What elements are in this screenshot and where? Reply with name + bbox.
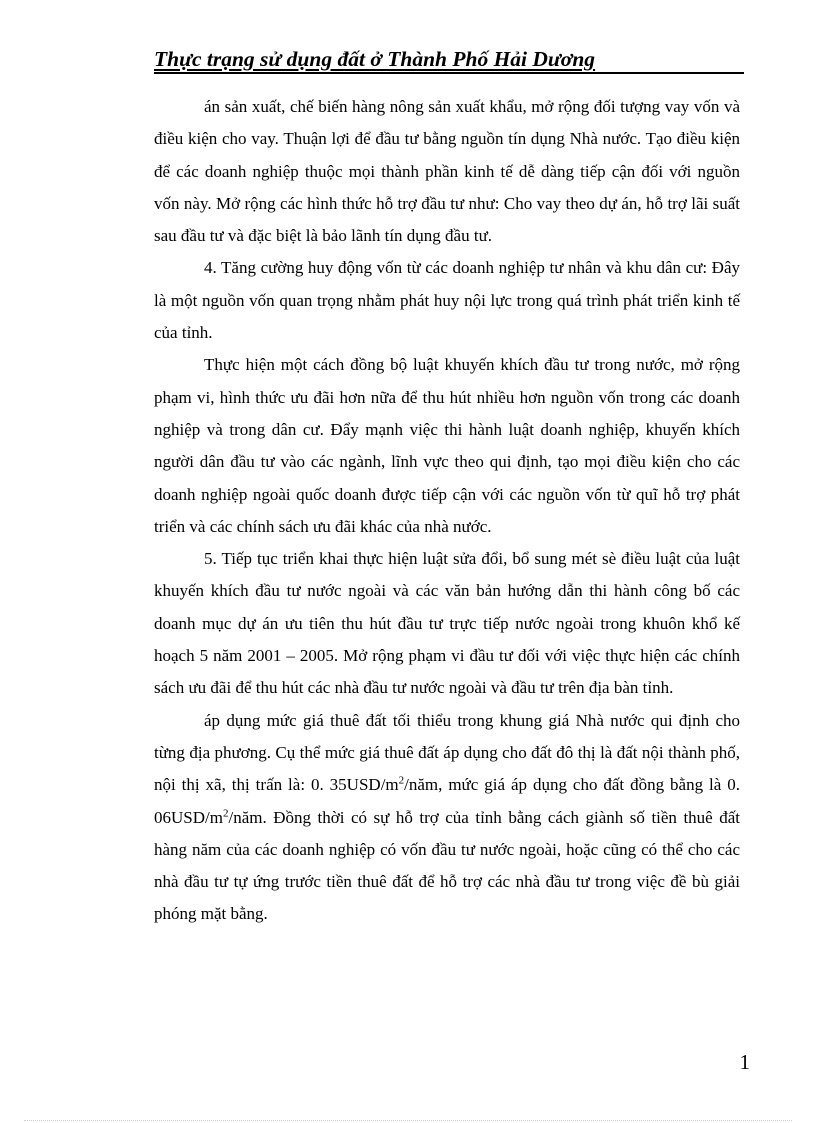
superscript-1: 2 <box>398 774 405 787</box>
paragraph-2: 4. Tăng cường huy động vốn từ các doanh nghiệp tư nhân và khu dân cư: Đây là một nguồn vốn quan trọng nhằm phát huy nội lực trong quá trình phát triển kinh tế của tỉnh. <box>154 258 740 343</box>
header-title: Thực trạng sử dụng đất ở Thành Phố Hải Dương <box>154 47 596 71</box>
superscript-2: 2 <box>222 806 229 819</box>
paragraph-4: 5. Tiếp tục triển khai thực hiện luật sửa đổi, bổ sung mét sè điều luật của luật khuyến khích đầu tư nước ngoài và các văn bản hướng dẫn thi hành công bố các doanh mục dự án ưu tiên thu hút đầu tư trực tiếp nước ngoài trong khuôn khổ kế hoạch 5 năm 2001 – 2005. Mở rộng phạm vi đầu tư đối với việc thực hiện các chính sách ưu đãi để thu hút các nhà đầu tư nước ngoài và đầu tư trên địa bàn tỉnh. <box>154 549 740 698</box>
paragraph-5-part-1: áp dụng mức giá thuê đất tối thiểu trong khung giá Nhà nước qui định cho từng địa phương. Cụ thể mức giá thuê đất áp dụng cho đất đô thị là đất nội thành phố, nội thị xã, thị trấn là: 0. 35USD/m <box>154 710 740 795</box>
footer-divider <box>24 1120 792 1121</box>
page-header <box>154 46 744 74</box>
paragraph-5-part-3: /năm. Đồng thời có sự hỗ trợ của tỉnh bằng cách giành số tiền thuê đất hàng năm của các doanh nghiệp có vốn đầu tư nước ngoài, hoặc cũng có thể cho các nhà đầu tư tự ứng trước tiền thuê đất để hỗ trợ các nhà đầu tư trong việc đề bù giải phóng mặt bằng. <box>154 807 740 924</box>
paragraph-5 <box>154 705 740 931</box>
paragraph-5-part-2: /năm, mức giá áp dụng cho đất đồng bằng là 0. 06USD/m <box>154 775 740 827</box>
paragraph-1: án sản xuất, chế biến hàng nông sản xuất khẩu, mở rộng đối tượng vay vốn và điều kiện cho vay. Thuận lợi để đầu tư bằng nguồn tín dụng Nhà nước. Tạo điều kiện để các doanh nghiệp thuộc mọi thành phần kinh tế dễ dàng tiếp cận đối với nguồn vốn này. Mở rộng các hình thức hỗ trợ đầu tư như: Cho vay theo dự án, hỗ trợ lãi suất sau đầu tư và đặc biệt là bảo lãnh tín dụng đầu tư. <box>154 97 740 246</box>
page-number: 1 <box>739 1050 750 1074</box>
body-text <box>154 91 740 931</box>
paragraph-3: Thực hiện một cách đồng bộ luật khuyến khích đầu tư trong nước, mở rộng phạm vi, hình thức ưu đãi hơn nữa để thu hút nhiều hơn nguồn vốn trong các doanh nghiệp và trong dân cư. Đẩy mạnh việc thi hành luật doanh nghiệp, khuyến khích người dân đầu tư vào các ngành, lĩnh vực theo qui định, tạo mọi điều kiện cho các doanh nghiệp ngoài quốc doanh được tiếp cận với các nguồn vốn từ quĩ hỗ trợ phát triển và các chính sách ưu đãi khác của nhà nước. <box>154 355 740 536</box>
